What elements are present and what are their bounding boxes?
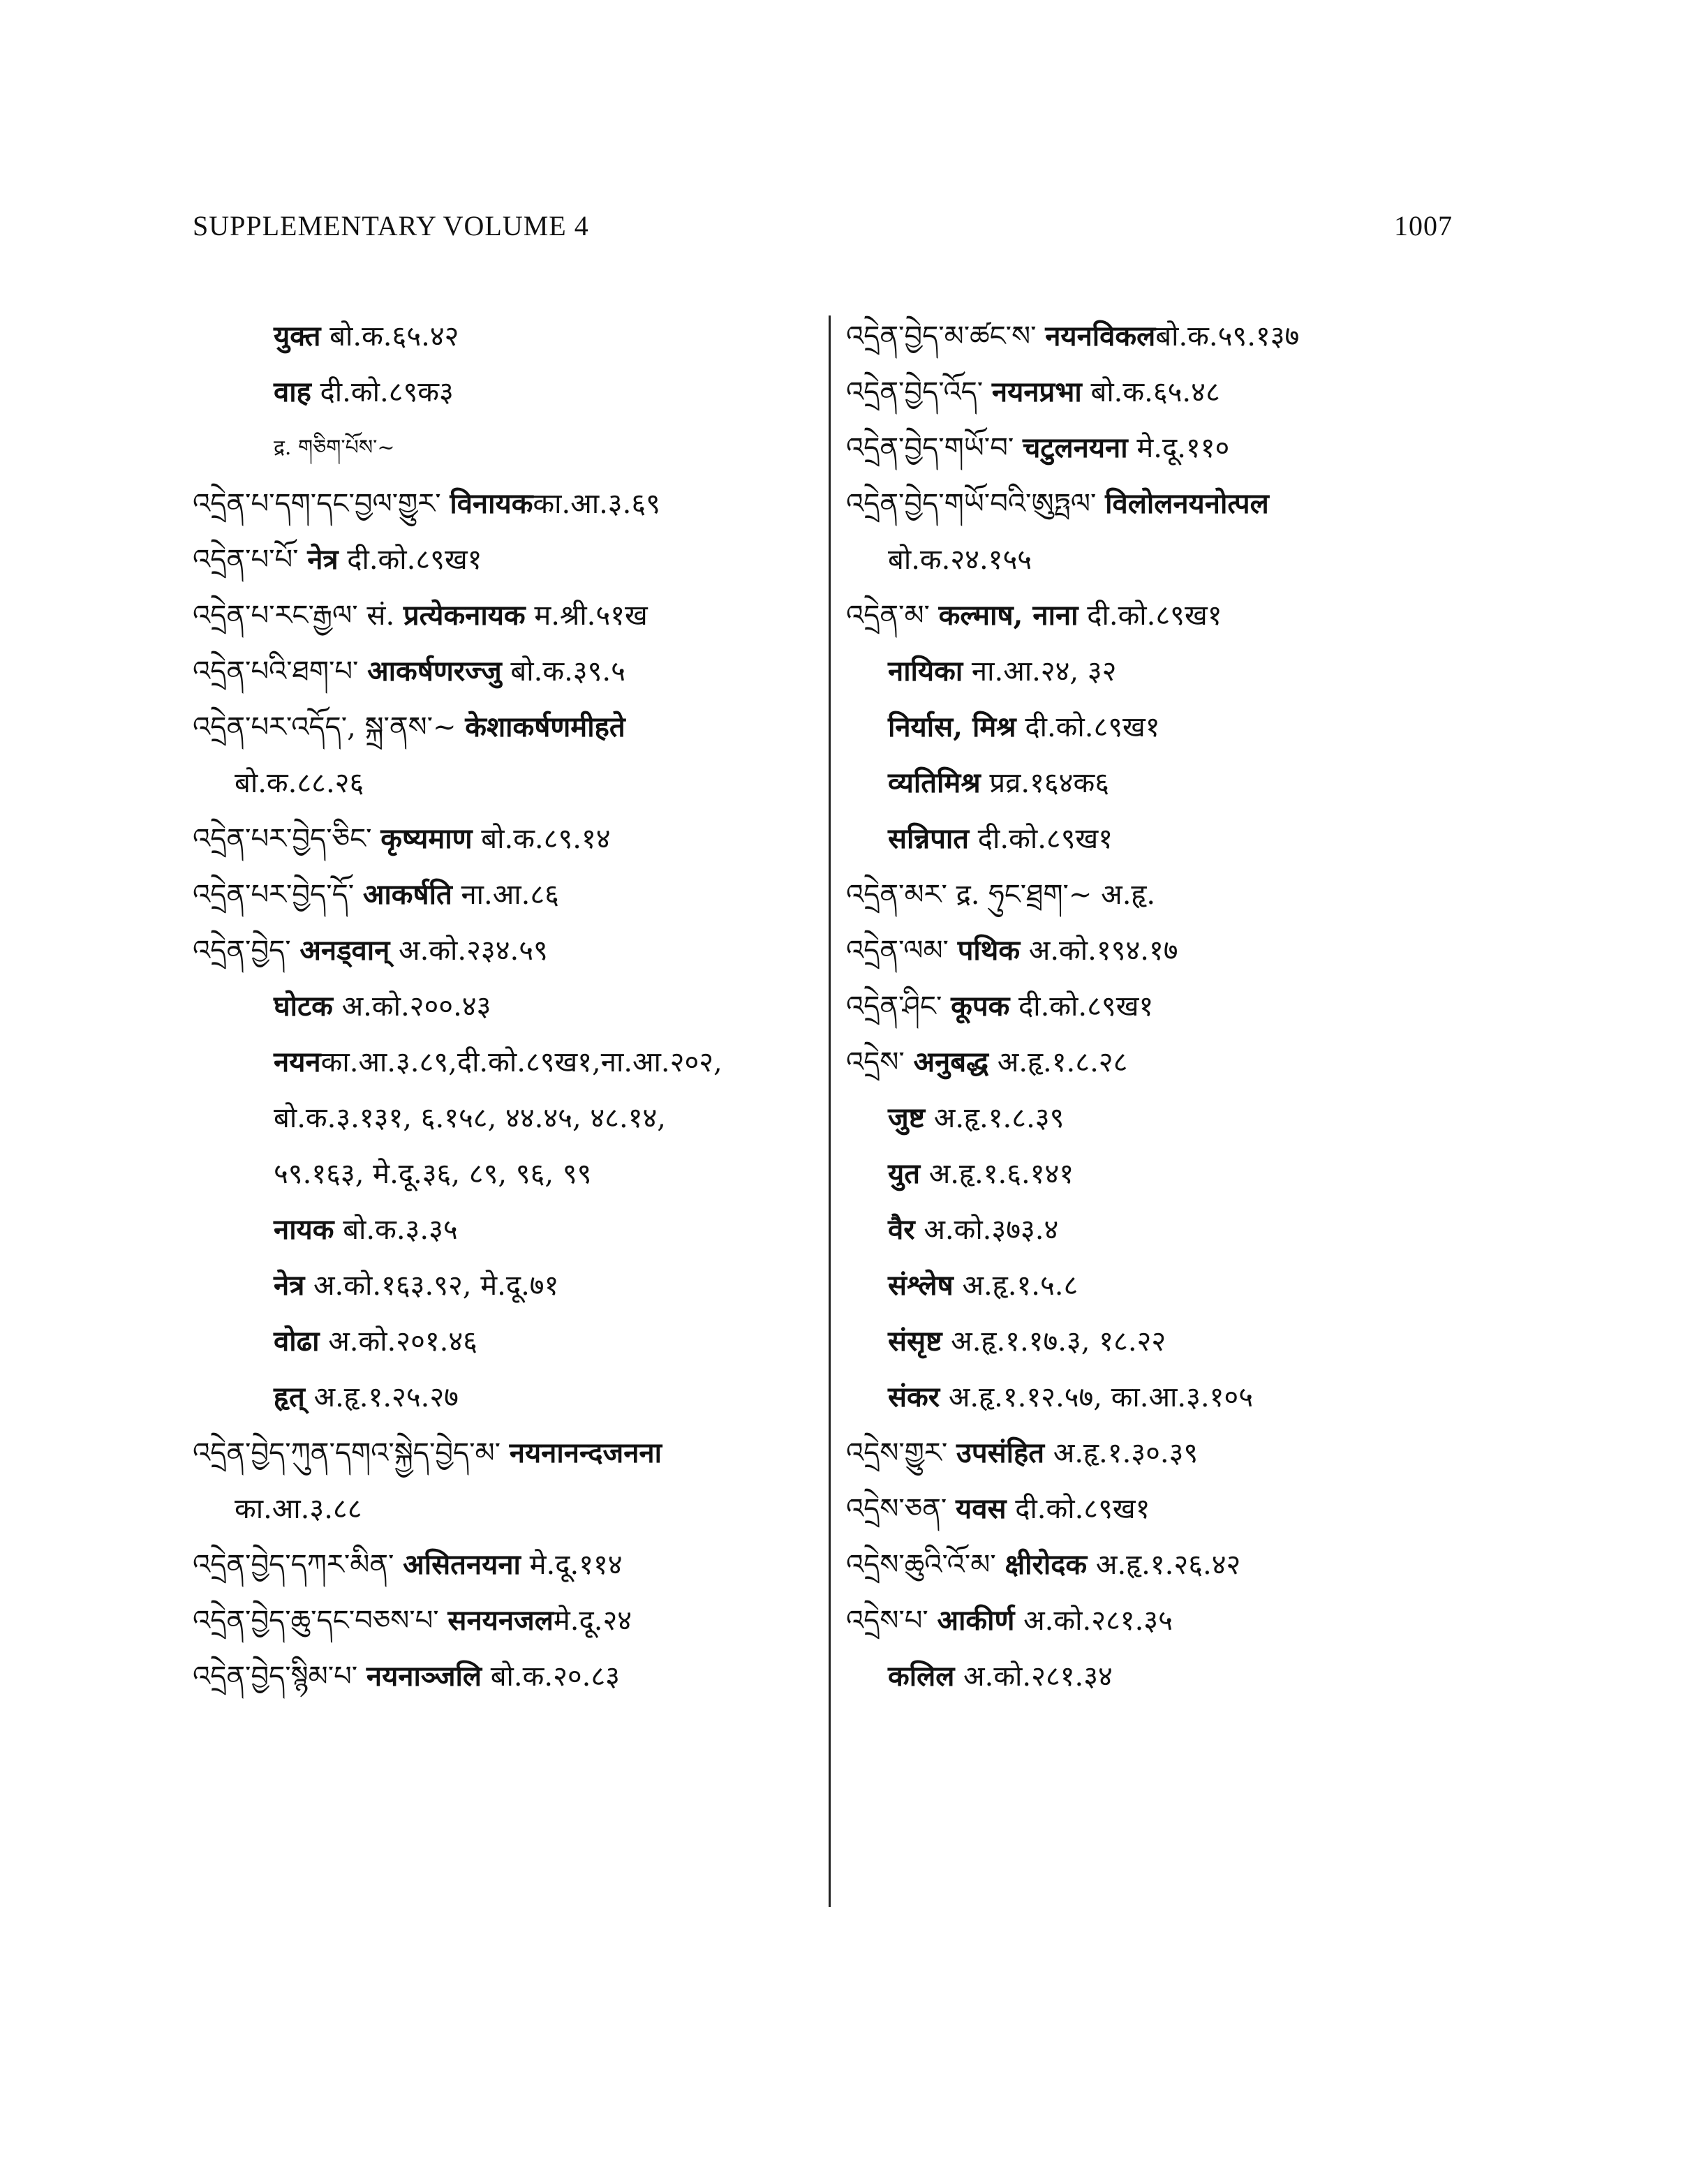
tibetan-headword: འདྲེན་པ་པོ་ (193, 544, 308, 576)
sanskrit-equivalent: अनुबद्ध (913, 1046, 989, 1078)
dictionary-entry (846, 1034, 1474, 1090)
dictionary-entry (193, 1425, 821, 1481)
source-reference: द्र. གཅིག་པོས་~ (274, 436, 395, 460)
source-reference: ५९.१६३, मे.दू.३६, ८९, ९६, ९९ (274, 1158, 592, 1190)
sanskrit-equivalent: केशाकर्षणमीहते (465, 711, 625, 743)
source-reference: का.आ.३.८८ (235, 1493, 362, 1525)
source-reference: द्र. ཧུང་ཐྲག་~ अ.हृ. (956, 879, 1156, 911)
dictionary-entry (193, 1649, 821, 1704)
dictionary-entry (193, 923, 821, 979)
sanskrit-equivalent: युक्त (274, 320, 321, 352)
source-reference: अ.हृ.१.६.१४१ (920, 1158, 1074, 1190)
sanskrit-equivalent: युत (888, 1157, 920, 1190)
source-reference: बो.क.६५.४२ (320, 320, 459, 352)
source-reference: बो.क.८८.२६ (235, 767, 364, 799)
dictionary-entry (846, 364, 1474, 420)
sanskrit-equivalent: वैर (888, 1213, 915, 1246)
dictionary-subentry (193, 1258, 821, 1314)
tibetan-headword: འདྲེན་བྱེད་གཡོ་བ་ (846, 432, 1023, 464)
source-reference: अ.हृ.१.२६.४२ (1087, 1549, 1241, 1581)
source-reference: का.आ.३.६९ (533, 488, 660, 520)
dictionary-entry (193, 867, 821, 923)
dictionary-entry (846, 1481, 1474, 1537)
tibetan-headword: འདྲེན་བྱེད་འོད་ (846, 376, 992, 408)
dictionary-subentry (193, 979, 821, 1034)
source-reference: मे.दू.११० (1127, 432, 1230, 464)
tibetan-headword: འདྲེན་པར་འདོད་, སྐྲ་ནས་~ (193, 711, 466, 743)
source-reference: अ.हृ.१.१७.३, १८.२२ (942, 1325, 1166, 1358)
sanskrit-equivalent: कृष्यमाण (380, 822, 473, 855)
dictionary-entry (193, 588, 821, 644)
running-head: SUPPLEMENTARY VOLUME 4 (193, 210, 589, 242)
dictionary-entry (193, 1537, 821, 1593)
dictionary-subentry (846, 755, 1474, 811)
tibetan-headword: འདྲེན་བྱེད་སྙིམ་པ་ (193, 1661, 366, 1693)
dictionary-subentry (193, 1034, 821, 1090)
tibetan-headword: འདྲེན་པ་རང་རྒྱལ་ (193, 600, 367, 632)
sanskrit-equivalent: प्रत्येकनायक (403, 599, 526, 632)
sanskrit-equivalent: निर्यास, मिश्र (888, 711, 1016, 743)
sanskrit-equivalent: चटुलनयना (1022, 431, 1128, 464)
tibetan-headword: འདྲེས་ཅན་ (846, 1493, 956, 1525)
dictionary-subentry (846, 1649, 1474, 1704)
sanskrit-equivalent: उपसंहित (956, 1436, 1045, 1469)
source-reference: दी.को.८९ख१ (969, 823, 1113, 855)
source-reference: दी.को.८९ख१ (338, 544, 482, 576)
source-reference: अ.हृ.१.२५.२७ (304, 1381, 459, 1413)
tibetan-headword: འདྲེན་པར་བྱེད་ཅིང་ (193, 823, 381, 855)
source-reference: अ.को.२८१.३५ (1014, 1605, 1173, 1637)
tibetan-headword: འདྲེན་བྱེད་ (193, 935, 300, 967)
sanskrit-equivalent: नायक (274, 1213, 334, 1246)
tibetan-headword: འདྲེས་ཆུའི་འོ་མ་ (846, 1549, 1005, 1581)
dictionary-subentry (193, 309, 821, 364)
source-reference: दी.को.८९ख१ (1006, 1493, 1150, 1525)
sanskrit-equivalent: विलोलनयनोत्पल (1105, 487, 1269, 520)
tibetan-headword: འདྲེན་བྱེད་མ་ཚང་ས་ (846, 320, 1046, 352)
source-reference: मे.दू.२४ (553, 1605, 632, 1637)
dictionary-subentry (846, 1369, 1474, 1425)
sanskrit-equivalent: वोढा (274, 1325, 320, 1358)
sanskrit-equivalent: सन्निपात (888, 822, 970, 855)
source-reference: बो.क.३.३५ (334, 1214, 458, 1246)
source-reference: अ.को.२३४.५९ (390, 935, 548, 967)
right-column (846, 309, 1474, 1704)
sanskrit-equivalent: नयनानन्दजनना (509, 1436, 662, 1469)
sanskrit-equivalent: आकर्षति (362, 878, 452, 911)
source-reference: सं. (366, 600, 403, 632)
dictionary-subentry (846, 644, 1474, 699)
dictionary-entry (193, 644, 821, 699)
dictionary-entry (846, 1537, 1474, 1593)
tibetan-headword: འདྲེན་པ་དག་དང་བྱལ་གྱུར་ (193, 488, 450, 520)
tibetan-headword: འདྲེན་པར་བྱེད་དོ་ (193, 879, 363, 911)
dictionary-entry (846, 923, 1474, 979)
source-reference: अ.को.२०१.४६ (319, 1325, 477, 1358)
dictionary-subentry (193, 1202, 821, 1258)
sanskrit-equivalent: पथिक (957, 934, 1021, 967)
source-reference: अ.को.२८१.३४ (954, 1661, 1113, 1693)
sanskrit-equivalent: यवस (956, 1492, 1007, 1525)
dictionary-subentry (846, 699, 1474, 755)
dictionary-entry (193, 1593, 821, 1649)
dictionary-subentry (846, 1202, 1474, 1258)
sanskrit-equivalent: कूपक (951, 990, 1010, 1023)
sanskrit-equivalent: क्षीरोदक (1005, 1548, 1088, 1581)
source-reference: दी.को.८९क३ (311, 376, 454, 408)
dictionary-entry (846, 1593, 1474, 1649)
source-reference: दी.को.८९ख१ (1009, 990, 1154, 1023)
dictionary-entry (846, 588, 1474, 644)
source-reference: बो.क.५९.१३७ (1155, 320, 1300, 352)
sanskrit-equivalent: आकर्षणरज्जु (367, 655, 502, 688)
source-reference: बो.क.२०.८३ (482, 1661, 620, 1693)
source-reference: अ.को.२००.४३ (332, 990, 491, 1023)
tibetan-headword: འདྲེན་བྱེད་ཆུ་དང་བཅས་པ་ (193, 1605, 448, 1637)
source-reference: का.आ.३.८९,दी.को.८९ख१,ना.आ.२०२, (320, 1046, 722, 1078)
source-reference: अ.हृ.१.८.३९ (925, 1102, 1065, 1134)
tibetan-headword: འདྲེས་ (846, 1046, 914, 1078)
dictionary-subentry (193, 755, 821, 811)
dictionary-subentry (193, 1314, 821, 1369)
sanskrit-equivalent: आकीर्ण (937, 1604, 1015, 1637)
sanskrit-equivalent: संश्लेष (888, 1269, 954, 1302)
sanskrit-equivalent: नयनविकल (1045, 320, 1156, 352)
source-reference: ना.आ.८६ (452, 879, 559, 911)
source-reference: म.श्री.५१ख (525, 600, 648, 632)
source-reference: अ.को.१६३.९२, मे.दू.७१ (304, 1270, 559, 1302)
sanskrit-equivalent: संसृष्ट (888, 1325, 942, 1358)
tibetan-headword: འདྲེན་བྱེད་ཀུན་དགའ་སྐྱེད་བྱེད་མ་ (193, 1437, 510, 1469)
dictionary-entry (193, 476, 821, 532)
dictionary-subentry (193, 1090, 821, 1146)
sanskrit-equivalent: असितनयना (403, 1548, 521, 1581)
dictionary-subentry (846, 1146, 1474, 1202)
source-reference: अ.को.१९४.१७ (1020, 935, 1178, 967)
tibetan-headword: འདྲེན་བྱེད་དཀར་མིན་ (193, 1549, 403, 1581)
dictionary-entry (846, 309, 1474, 364)
sanskrit-equivalent: संकर (888, 1381, 940, 1413)
sanskrit-equivalent: नयनाञ्जलि (366, 1660, 482, 1693)
tibetan-headword: འདྲེན་བྱེད་གཡོ་བའི་ཨུཏྤལ་ (846, 488, 1106, 520)
tibetan-headword: འདྲེན་མ་ (846, 600, 939, 632)
source-reference: प्रव्र.१६४क६ (980, 767, 1109, 799)
tibetan-headword: འདྲེས་པ་ (846, 1605, 937, 1637)
dictionary-subentry (846, 532, 1474, 588)
sanskrit-equivalent: नयन (274, 1046, 321, 1078)
dictionary-entry (846, 476, 1474, 532)
sanskrit-equivalent: कल्माष, नाना (938, 599, 1079, 632)
dictionary-entry (193, 811, 821, 867)
sanskrit-equivalent: नयनप्रभा (991, 376, 1082, 408)
source-reference: बो.क.३.१३१, ६.१५८, ४४.४५, ४८.१४, (274, 1102, 667, 1134)
sanskrit-equivalent: व्यतिमिश्र (888, 766, 981, 799)
dictionary-subentry (193, 1481, 821, 1537)
dictionary-entry (846, 979, 1474, 1034)
column-divider (829, 315, 831, 1907)
dictionary-subentry (193, 420, 821, 476)
dictionary-entry (193, 699, 821, 755)
sanskrit-equivalent: विनायक (450, 487, 533, 520)
source-reference: अ.हृ.१.५.८ (953, 1270, 1079, 1302)
sanskrit-equivalent: नेत्र (274, 1269, 305, 1302)
left-column (193, 309, 821, 1704)
tibetan-headword: འདྲེན་པའི་ཐག་པ་ (193, 655, 368, 688)
dictionary-subentry (846, 1314, 1474, 1369)
sanskrit-equivalent: जुष्ट (888, 1101, 926, 1134)
sanskrit-equivalent: अनड्वान् (299, 934, 390, 967)
source-reference: अ.हृ.१.३०.३९ (1044, 1437, 1199, 1469)
tibetan-headword: འདྲེན་ལམ་ (846, 935, 958, 967)
source-reference: अ.को.३७३.४ (914, 1214, 1059, 1246)
sanskrit-equivalent: नायिका (888, 655, 963, 688)
tibetan-headword: འདྲེན་ཤིང་ (846, 990, 951, 1023)
source-reference: दी.को.८९ख१ (1016, 711, 1160, 743)
sanskrit-equivalent: कलिल (888, 1660, 955, 1693)
sanskrit-equivalent: नेत्र (307, 543, 339, 576)
dictionary-entry (846, 1425, 1474, 1481)
sanskrit-equivalent: सनयनजल (447, 1604, 554, 1637)
dictionary-subentry (846, 1258, 1474, 1314)
sanskrit-equivalent: घोटक (274, 990, 333, 1023)
source-reference: बो.क.३९.५ (501, 655, 625, 688)
sanskrit-equivalent: वाह (274, 376, 311, 408)
dictionary-entry (846, 867, 1474, 923)
dictionary-subentry (846, 1090, 1474, 1146)
source-reference: अ.हृ.१.८.२८ (988, 1046, 1128, 1078)
source-reference: अ.हृ.१.१२.५७, का.आ.३.१०५ (940, 1381, 1253, 1413)
dictionary-subentry (846, 811, 1474, 867)
sanskrit-equivalent: हृत् (274, 1381, 305, 1413)
dictionary-subentry (193, 1369, 821, 1425)
tibetan-headword: འདྲེན་མར་ (846, 879, 956, 911)
source-reference: ना.आ.२४, ३२ (963, 655, 1117, 688)
tibetan-headword: འདྲེས་གྱུར་ (846, 1437, 956, 1469)
source-reference: मे.दू.११४ (520, 1549, 623, 1581)
source-reference: बो.क.२४.१५५ (888, 544, 1032, 576)
source-reference: बो.क.८९.१४ (472, 823, 611, 855)
dictionary-entry (846, 420, 1474, 476)
dictionary-entry (193, 532, 821, 588)
page-number: 1007 (1394, 210, 1453, 242)
dictionary-subentry (193, 1146, 821, 1202)
source-reference: बो.क.६५.४८ (1081, 376, 1220, 408)
source-reference: दी.को.८९ख१ (1078, 600, 1222, 632)
dictionary-subentry (193, 364, 821, 420)
